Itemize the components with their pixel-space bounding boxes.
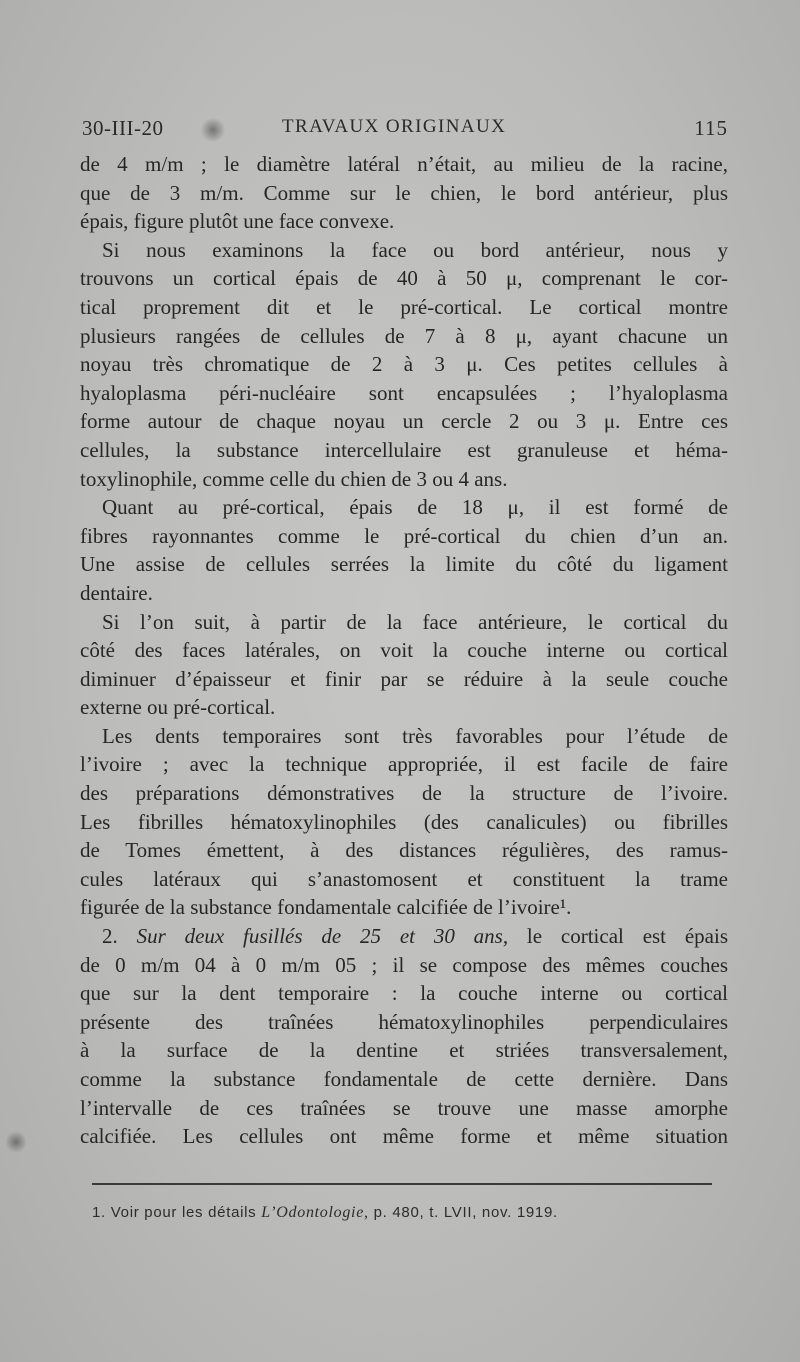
footnote-rest: p. 480, t. LVII, nov. 1919.: [373, 1204, 558, 1221]
footnote-divider: [92, 1183, 712, 1185]
text-line: Quant au pré-cortical, épais de 18 μ, il est formé de: [102, 495, 728, 520]
text-line: forme autour de chaque noyau un cercle 2 ou 3 μ. Entre ces: [80, 409, 728, 434]
text-line: Les fibrilles hématoxylinophiles (des canalicules) ou fibrilles: [80, 809, 728, 834]
text-line: cellules, la substance intercellulaire est granuleuse et héma-: [80, 437, 728, 462]
text-line: Si nous examinons la face ou bord antérieur, nous y: [102, 237, 728, 262]
footnote: [92, 1204, 732, 1222]
section-2-heading-line: [80, 922, 728, 951]
text-line: toxylinophile, comme celle du chien de 3 ou 4 ans.: [80, 466, 508, 491]
footnote-journal: L’Odontologie,: [261, 1204, 369, 1221]
text-line: calcifiée. Les cellules ont même forme et même situation: [80, 1124, 728, 1149]
header-section-title: TRAVAUX ORIGINAUX: [282, 116, 507, 137]
text-line: épais, figure plutôt une face convexe.: [80, 209, 395, 234]
text-line: de Tomes émettent, à des distances régulières, des ramus-: [80, 838, 728, 863]
text-line: Une assise de cellules serrées la limite du côté du ligament: [80, 552, 728, 577]
text-line: dentaire.: [80, 580, 153, 605]
text-line: fibres rayonnantes comme le pré-cortical du chien d’un an.: [80, 523, 728, 548]
text-line: noyau très chromatique de 2 à 3 μ. Ces petites cellules à: [80, 352, 728, 377]
text-line: que de 3 m/m. Comme sur le chien, le bord antérieur, plus: [80, 180, 728, 205]
running-head: [82, 116, 728, 146]
page-number: 115: [694, 116, 728, 140]
text-line: trouvons un cortical épais de 40 à 50 μ, comprenant le cor-: [80, 266, 728, 291]
footnote-prefix: 1. Voir pour les détails: [92, 1204, 257, 1221]
text-line: côté des faces latérales, on voit la couche interne ou cortical: [80, 638, 728, 663]
text-line: l’intervalle de ces traînées se trouve une masse amorphe: [80, 1095, 728, 1120]
text-line: diminuer d’épaisseur et finir par se réduire à la seule couche: [80, 666, 728, 691]
text-line: l’ivoire ; avec la technique appropriée, il est facile de faire: [80, 752, 728, 777]
text-line: de 4 m/m ; le diamètre latéral n’était, au milieu de la racine,: [80, 152, 728, 176]
text-line: Si l’on suit, à partir de la face antérieure, le cortical du: [102, 609, 728, 634]
text-line: tical proprement dit et le pré-cortical. Le cortical montre: [80, 294, 728, 319]
section-title: Sur deux fusillés de 25 et 30 ans,: [136, 924, 509, 949]
text-line: de 0 m/m 04 à 0 m/m 05 ; il se compose des mêmes couches: [80, 952, 728, 977]
text-line: à la surface de la dentine et striées transversalement,: [80, 1038, 728, 1063]
ink-smudge: [6, 1130, 26, 1154]
text-line: hyaloplasma péri-nucléaire sont encapsulées ; l’hyaloplasma: [80, 380, 728, 405]
text-line: que sur la dent temporaire : la couche interne ou cortical: [80, 981, 728, 1006]
text-line: cules latéraux qui s’anastomosent et constituent la trame: [80, 866, 728, 891]
body-text: [80, 150, 728, 1151]
text-line: Les dents temporaires sont très favorables pour l’étude de: [102, 723, 728, 748]
section-first-line: le cortical est épais: [526, 924, 728, 949]
text-line: plusieurs rangées de cellules de 7 à 8 μ, ayant chacune un: [80, 323, 728, 348]
text-line: comme la substance fondamentale de cette dernière. Dans: [80, 1067, 728, 1091]
section-number: 2.: [102, 924, 118, 949]
text-line: externe ou pré-cortical.: [80, 695, 276, 720]
text-line: des préparations démonstratives de la structure de l’ivoire.: [80, 781, 728, 806]
text-line: figurée de la substance fondamentale calcifiée de l’ivoire¹.: [80, 895, 572, 920]
text-line: présente des traînées hématoxylinophiles perpendiculaires: [80, 1009, 728, 1034]
header-date: 30-III-20: [82, 116, 164, 140]
